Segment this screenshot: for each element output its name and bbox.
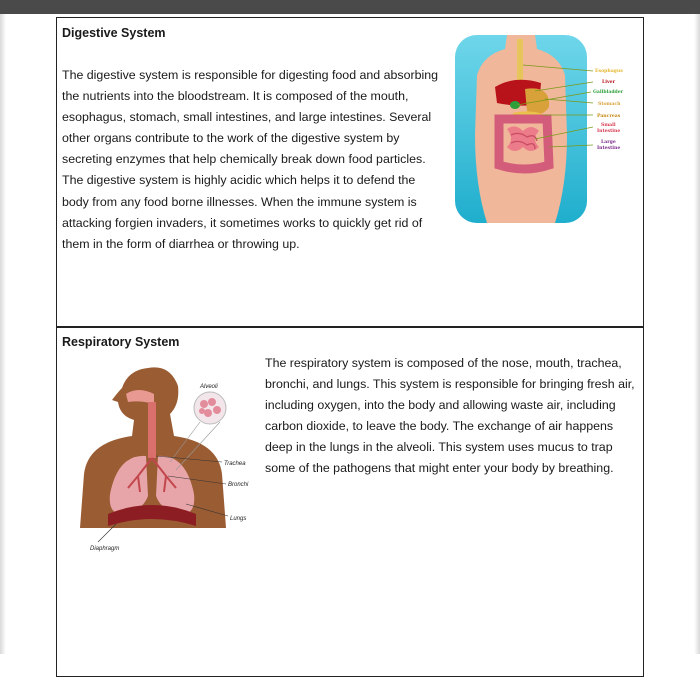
alveoli-magnifier	[194, 392, 226, 424]
table-row-divider	[56, 326, 644, 328]
label-pancreas: Pancreas	[597, 114, 621, 119]
page-edge-left	[0, 14, 6, 654]
respiratory-title: Respiratory System	[62, 335, 180, 349]
label-gallbladder: Gallbladder	[593, 90, 624, 95]
label-small-intestine-line2: Intestine	[597, 129, 621, 134]
label-trachea: Trachea	[224, 461, 246, 467]
label-small-intestine: Small	[601, 123, 616, 128]
alveoli-sac	[204, 409, 212, 417]
page-edge-right	[694, 14, 700, 654]
label-diaphragm: Diaphragm	[90, 546, 120, 552]
digestive-paragraph: The digestive system is responsible for digesting food and absorbing the nutrients into the bloodstream. It is composed of the mouth, esophagus, stomach, small intestines, and large intestines. Several other organs contribute to the work of the digestive system by secreting enzymes that help chemically break down food particles. The digestive system is highly acidic which helps it to defend the body from any food borne illnesses. When the immune system is attacking forgien invaders, it sometimes works to quickly get rid of them in the form of diarrhea or throwing up.	[62, 68, 439, 251]
label-large-intestine: Large	[601, 140, 616, 145]
label-stomach: Stomach	[598, 102, 621, 107]
digestive-system-illustration	[455, 35, 637, 223]
respiratory-paragraph: The respiratory system is composed of the nose, mouth, trachea, bronchi, and lungs. This system is responsible for bringing fresh air, including oxygen, into the body and allowing waste air, including carbon dioxide, to leave the body. The exchange of air happens deep in the lungs in the alveoli. This system uses mucus to trap some of the pathogens that might enter your body by breathing.	[265, 356, 635, 476]
label-lungs: Lungs	[230, 516, 247, 522]
alveoli-sac	[213, 406, 221, 414]
label-large-intestine-line2: Intestine	[597, 146, 621, 151]
alveoli-sac	[199, 408, 205, 414]
label-liver: Liver	[602, 80, 615, 85]
respiratory-system-illustration	[78, 364, 256, 556]
label-bronchi: Bronchi	[228, 482, 249, 488]
alveoli-sac	[200, 400, 208, 408]
label-alveoli: Alveoli	[200, 384, 218, 390]
label-esophagus: Esophagus	[595, 69, 623, 74]
viewer-top-bar	[0, 0, 700, 14]
trachea-shape	[148, 402, 156, 458]
digestive-title: Digestive System	[62, 26, 166, 40]
alveoli-sac	[208, 398, 216, 406]
